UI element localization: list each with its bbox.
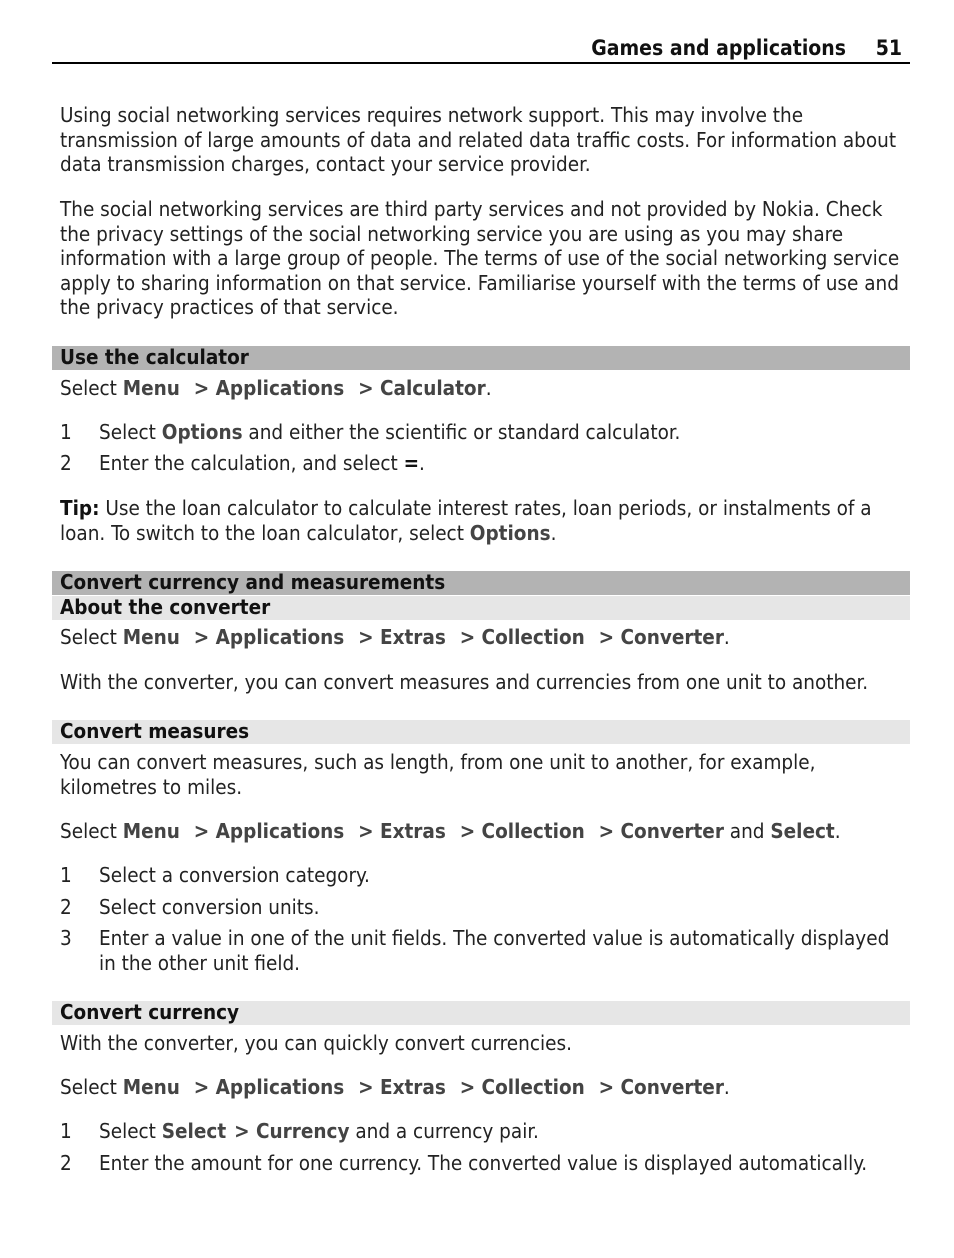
path-calculator: > Calculator bbox=[358, 376, 486, 400]
tip-end: . bbox=[550, 520, 557, 545]
step-post: . bbox=[419, 451, 425, 475]
step-text bbox=[99, 1119, 905, 1144]
path-applications: > Applications bbox=[193, 1075, 345, 1099]
subheading-convert-measures bbox=[52, 720, 910, 744]
header-section-title: Games and applications bbox=[591, 36, 846, 60]
section-heading-text: Convert currency and measurements bbox=[60, 570, 446, 594]
tip-text: Use the loan calculator to calculate interest rates, loan periods, or instalments of a loan. To switch to the loan calculator, select bbox=[60, 496, 872, 545]
path-end: . bbox=[834, 819, 841, 843]
step-number: 2 bbox=[60, 895, 72, 919]
page-header bbox=[52, 34, 910, 64]
step-text: Select a conversion category. bbox=[99, 863, 370, 887]
step-text: Select conversion units. bbox=[99, 895, 320, 919]
path-applications: > Applications bbox=[193, 376, 345, 400]
path-collection: > Collection bbox=[459, 819, 585, 843]
step-number: 2 bbox=[60, 1151, 72, 1175]
path-end: . bbox=[485, 376, 492, 400]
path-text: Select bbox=[60, 376, 117, 400]
step-number: 1 bbox=[60, 420, 72, 444]
page-number: 51 bbox=[875, 36, 902, 60]
path-converter: > Converter bbox=[598, 819, 724, 843]
subheading-text: Convert currency bbox=[60, 1000, 240, 1024]
path-text: Select bbox=[60, 819, 117, 843]
path-text: Select bbox=[60, 1075, 117, 1099]
section-heading-text: Use the calculator bbox=[60, 345, 249, 369]
path-menu: Menu bbox=[122, 819, 180, 843]
currency-path bbox=[60, 1075, 905, 1100]
calculator-path bbox=[60, 376, 905, 401]
tip-label: Tip: bbox=[60, 496, 100, 520]
tip-options: Options bbox=[469, 520, 551, 545]
path-text: Select bbox=[60, 625, 117, 649]
step-bold: = bbox=[403, 451, 420, 475]
step-number: 2 bbox=[60, 451, 72, 475]
subheading-text: About the converter bbox=[60, 595, 271, 619]
step-number: 3 bbox=[60, 926, 72, 950]
step-pre: Select bbox=[99, 1119, 162, 1143]
path-and: and bbox=[723, 819, 771, 843]
path-extras: > Extras bbox=[358, 1075, 446, 1099]
step-bold-select: Select bbox=[161, 1119, 227, 1143]
step-post: and a currency pair. bbox=[349, 1119, 539, 1143]
path-extras: > Extras bbox=[358, 625, 446, 649]
path-converter: > Converter bbox=[598, 1075, 724, 1099]
tip-paragraph bbox=[60, 496, 905, 545]
step-pre: Enter the calculation, and select bbox=[99, 451, 404, 475]
path-collection: > Collection bbox=[459, 625, 585, 649]
section-heading-converter bbox=[52, 571, 910, 595]
measures-intro: You can convert measures, such as length, from one unit to another, for example, kilometres to miles. bbox=[60, 750, 816, 799]
section-heading-calculator bbox=[52, 346, 910, 370]
path-end: . bbox=[723, 625, 730, 649]
path-applications: > Applications bbox=[193, 819, 345, 843]
about-converter-text: With the converter, you can convert measures and currencies from one unit to another. bbox=[60, 670, 869, 694]
path-collection: > Collection bbox=[459, 1075, 585, 1099]
subheading-text: Convert measures bbox=[60, 719, 250, 743]
measures-path bbox=[60, 819, 905, 844]
path-menu: Menu bbox=[122, 625, 180, 649]
intro-paragraph-1: Using social networking services requires network support. This may involve the transmission of large amounts of data and related data traffic costs. For information about data transmission charges, contact your service provider. bbox=[60, 103, 897, 176]
step-number: 1 bbox=[60, 863, 72, 887]
path-select: Select bbox=[770, 819, 835, 843]
subheading-about-converter bbox=[52, 596, 910, 620]
path-applications: > Applications bbox=[193, 625, 345, 649]
step-pre: Select bbox=[99, 420, 162, 444]
intro-paragraph-2: The social networking services are third party services and not provided by Nokia. Check the privacy settings of the social networking service you are using as you may share information with a large group of people. The terms of use of the social networking service apply to sharing information on that service. Familiarise yourself with the terms of use and the privacy practices of that service. bbox=[60, 197, 900, 319]
path-end: . bbox=[723, 1075, 730, 1099]
step-bold: Options bbox=[161, 420, 243, 444]
converter-path bbox=[60, 625, 905, 650]
step-text bbox=[99, 451, 905, 476]
path-extras: > Extras bbox=[358, 819, 446, 843]
path-menu: Menu bbox=[122, 376, 180, 400]
step-bold-currency: > Currency bbox=[234, 1119, 350, 1143]
step-post: and either the scientific or standard calculator. bbox=[242, 420, 681, 444]
path-menu: Menu bbox=[122, 1075, 180, 1099]
step-number: 1 bbox=[60, 1119, 72, 1143]
step-text: Enter a value in one of the unit fields. The converted value is automatically displayed in the other unit field. bbox=[99, 926, 890, 975]
path-converter: > Converter bbox=[598, 625, 724, 649]
step-text: Enter the amount for one currency. The converted value is displayed automatically. bbox=[99, 1151, 868, 1175]
currency-intro: With the converter, you can quickly convert currencies. bbox=[60, 1031, 572, 1055]
step-text bbox=[99, 420, 905, 445]
subheading-convert-currency bbox=[52, 1001, 910, 1025]
